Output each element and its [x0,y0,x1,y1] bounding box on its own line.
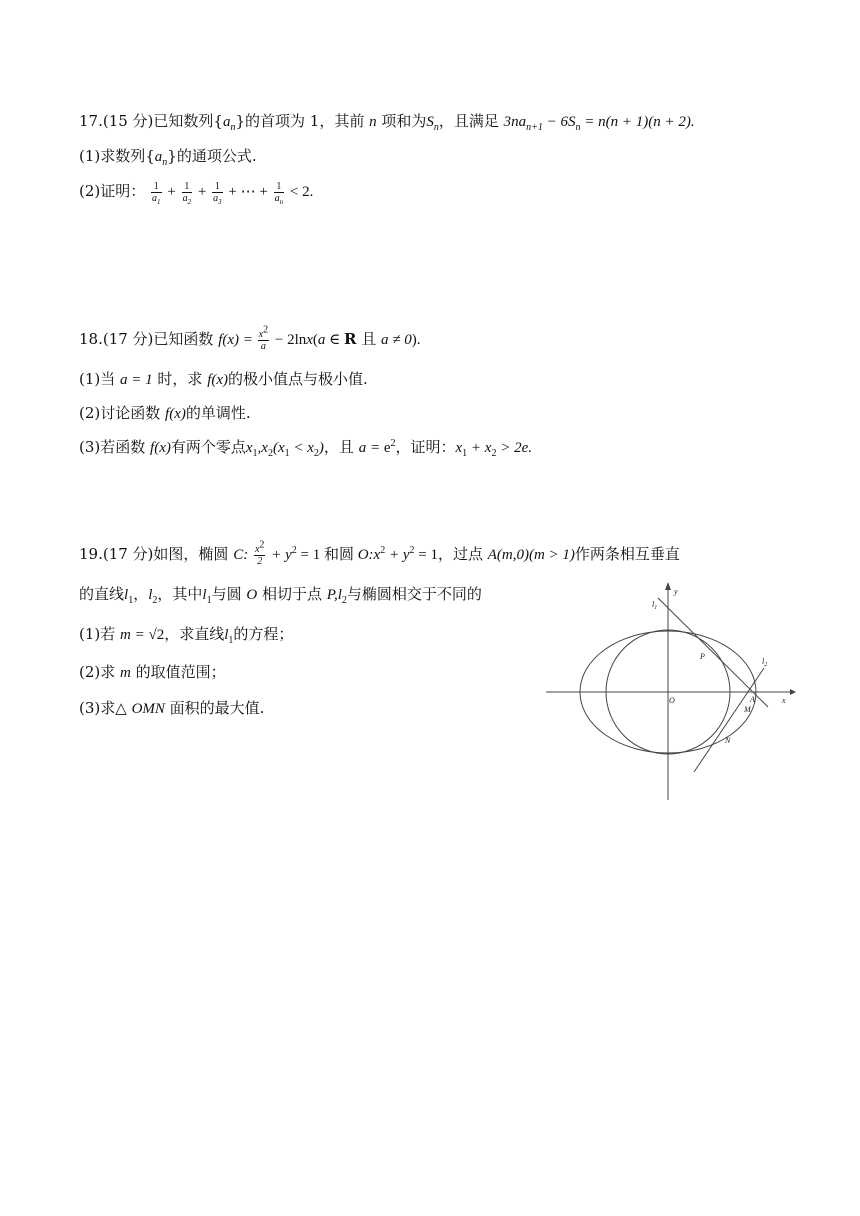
ellipse-circle-figure [546,580,796,805]
label-l1: $l_1$ [652,600,658,611]
q18-part2: (2)讨论函数 f(x)的单调性. [79,404,251,422]
label-a: A [750,695,755,704]
label-o: O [669,696,675,705]
q17-part1: (1)求数列$\{a_n\}$的通项公式. [79,147,257,168]
fraction-1: $\frac{1}{a_1}$ [152,180,161,206]
fraction-x2-over-a: $\frac{x^2}{a}$ [258,324,269,352]
label-l2: $l_2$ [762,657,768,668]
q19-part1: (1)若 m = √2，求直线$l_1$的方程； [79,625,294,646]
fraction-x2-over-2: $\frac{x^2}{2}$ [254,539,265,567]
fraction-2: $\frac{1}{a_2}$ [182,180,192,206]
fraction-3: $\frac{1}{a_3}$ [213,180,222,206]
label-m: M [744,705,751,714]
q17-stem: 17.(15 分)已知数列$\{a_n\}$的首项为 1，其前 n 项和为$S_n$，且满足 $3na_{n+1} - 6S_n = n(n + 1)(n + 2)$. [79,112,695,133]
q18-stem: 18.(17 分)已知函数 f(x) = $\frac{x^2}{a}$ − 2lnx(a ∈ R 且 a ≠ 0). [79,324,421,352]
q18-part1: (1)当 a = 1 时，求 f(x)的极小值点与极小值. [79,370,368,388]
q19-stem-line2: 的直线$l_1$，$l_2$，其中$l_1$与圆 O 相切于点 $P,l_2$与椭圆相交于不同的 [79,585,482,606]
q19-part2: (2)求 m 的取值范围； [79,663,226,681]
line-l1 [658,598,768,707]
q19-part3: (3)求△ OMN 面积的最大值. [79,699,265,717]
x-axis-arrow [790,689,796,695]
y-axis-arrow [665,582,671,590]
q19-stem-line1: 19.(17 分)如图，椭圆 C: $\frac{x^2}{2}$ + $y^2 = 1$ 和圆 $O:x^2 + y^2 = 1$，过点 A(m,0)(m > 1)作两条相互垂直 [79,539,680,567]
label-n: N [725,736,731,745]
q17-part2: (2)证明： $\frac{1}{a_1}$ + $\frac{1}{a_2}$ + $\frac{1}{a_3}$ + ⋯ + $\frac{1}{a_n}$ < 2. [79,180,314,206]
label-p: P [700,652,705,661]
fraction-n: $\frac{1}{a_n}$ [274,180,284,206]
q18-part3: (3)若函数 f(x)有两个零点$x_1,x_2(x_1 < x_2)$，且 $a = e^2$，证明：$x_1 + x_2 > 2e$. [79,438,532,459]
label-x: x [782,696,786,705]
label-y: y [674,587,678,596]
